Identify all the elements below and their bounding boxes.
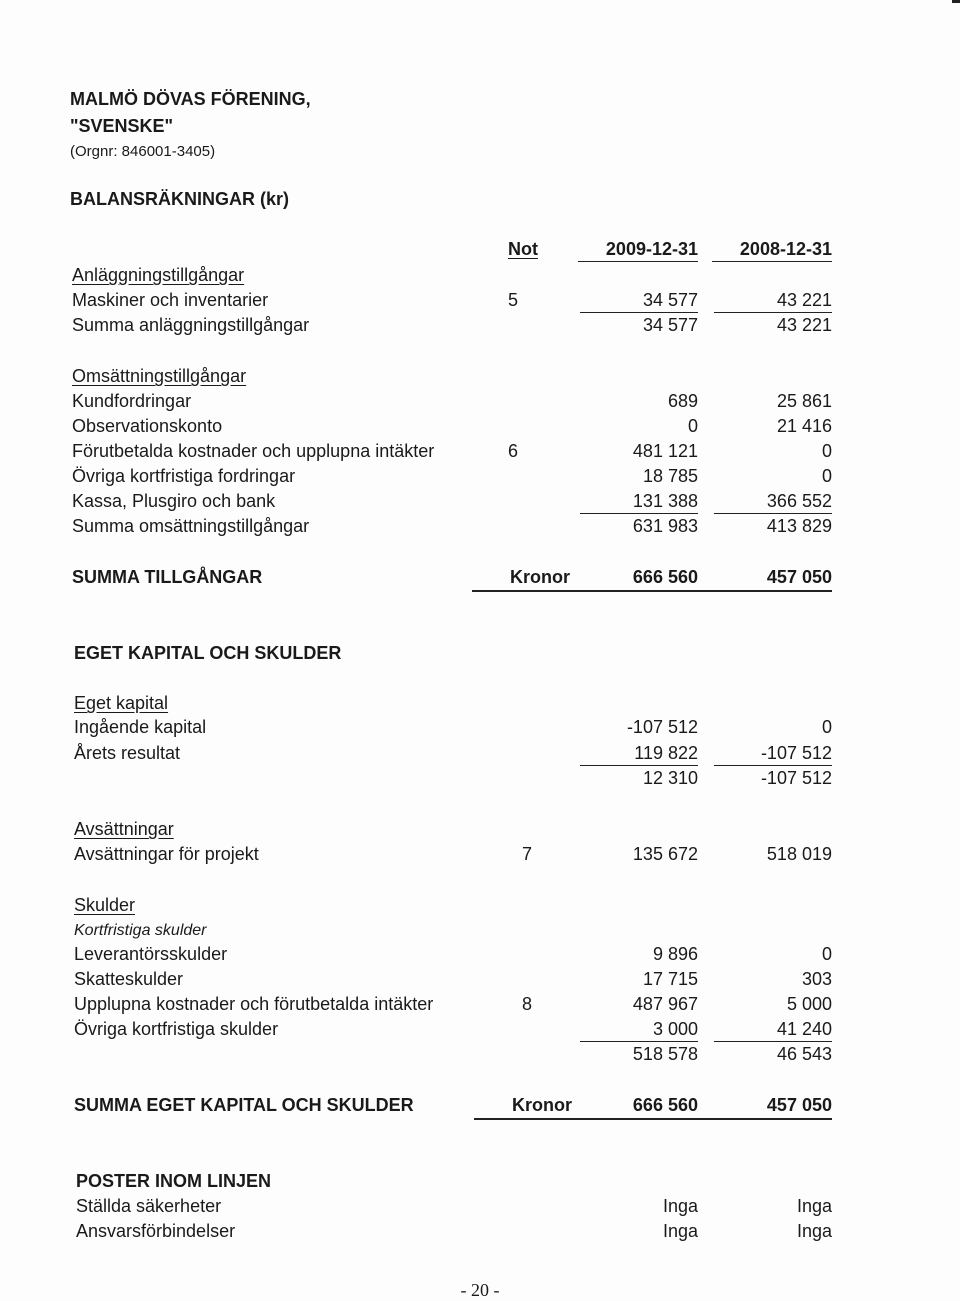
row-value-2008: 0 bbox=[821, 717, 832, 737]
row-label: Ingående kapital bbox=[74, 717, 207, 737]
row-value-2009: 3 000 bbox=[652, 1019, 698, 1039]
org-name-line1: MALMÖ DÖVAS FÖRENING, bbox=[70, 89, 311, 109]
row-value-2009: 17 715 bbox=[642, 969, 698, 989]
sum-rule bbox=[580, 1041, 698, 1042]
row-value-2008: Inga bbox=[796, 1196, 832, 1216]
row-value-2009: 119 822 bbox=[634, 743, 698, 763]
row-value-2009: 481 121 bbox=[632, 441, 698, 461]
row-value-2008: 0 bbox=[821, 944, 832, 964]
row-note: 8 bbox=[522, 994, 533, 1014]
scan-corner-mark bbox=[952, 0, 960, 3]
row-label: Förutbetalda kostnader och upplupna intäkter bbox=[72, 441, 435, 461]
row-value-2008: 303 bbox=[801, 969, 832, 989]
row-label: Ansvarsförbindelser bbox=[76, 1221, 236, 1241]
row-note: 7 bbox=[522, 844, 533, 864]
column-header-note: Not bbox=[508, 239, 538, 259]
row-value-2009: Inga bbox=[662, 1196, 698, 1216]
row-value-2008: 0 bbox=[821, 466, 832, 486]
row-value-2008: 5 000 bbox=[786, 994, 832, 1014]
org-name-line2: "SVENSKE" bbox=[70, 116, 174, 136]
row-value-2009: 689 bbox=[667, 391, 698, 411]
column-header-2008: 2008-12-31 bbox=[739, 239, 832, 259]
row-value-2008: 41 240 bbox=[776, 1019, 832, 1039]
row-label: Leverantörsskulder bbox=[74, 944, 228, 964]
total-equity-liabilities-label: SUMMA EGET KAPITAL OCH SKULDER bbox=[74, 1095, 414, 1115]
row-value-2008: 43 221 bbox=[776, 315, 832, 335]
row-value-2008: 43 221 bbox=[776, 290, 832, 310]
row-label: Skatteskulder bbox=[74, 969, 184, 989]
row-value-2009: 487 967 bbox=[632, 994, 698, 1014]
row-label: Årets resultat bbox=[74, 743, 181, 763]
row-value-2009: 0 bbox=[687, 416, 698, 436]
sum-rule bbox=[714, 765, 832, 766]
row-label: Övriga kortfristiga skulder bbox=[74, 1019, 279, 1039]
off-balance-heading: POSTER INOM LINJEN bbox=[76, 1171, 272, 1191]
liabilities-sum-2008: 46 543 bbox=[776, 1044, 832, 1064]
total-equity-liabilities-2009: 666 560 bbox=[632, 1095, 698, 1115]
row-value-2008: 25 861 bbox=[776, 391, 832, 411]
equity-sum-2009: 12 310 bbox=[642, 768, 698, 788]
sum-rule bbox=[714, 1041, 832, 1042]
sum-rule bbox=[580, 312, 698, 313]
org-number: (Orgnr: 846001-3405) bbox=[70, 143, 216, 160]
total-assets-2009: 666 560 bbox=[632, 567, 698, 587]
total-equity-liabilities-2008: 457 050 bbox=[766, 1095, 832, 1115]
sum-rule bbox=[580, 765, 698, 766]
total-equity-liabilities-underline bbox=[474, 1118, 832, 1120]
equity-liabilities-heading: EGET KAPITAL OCH SKULDER bbox=[74, 643, 342, 663]
sum-rule bbox=[580, 513, 698, 514]
row-value-2008: 413 829 bbox=[766, 516, 832, 536]
row-value-2008: 0 bbox=[821, 441, 832, 461]
page-number: - 20 - bbox=[460, 1280, 500, 1300]
row-value-2009: -107 512 bbox=[626, 717, 698, 737]
total-assets-2008: 457 050 bbox=[766, 567, 832, 587]
section-heading-eget-kapital: Eget kapital bbox=[74, 693, 169, 713]
row-label: Upplupna kostnader och förutbetalda intäkter bbox=[74, 994, 434, 1014]
section-heading-avsattningar: Avsättningar bbox=[74, 819, 174, 839]
total-assets-label: SUMMA TILLGÅNGAR bbox=[72, 567, 263, 587]
total-assets-underline bbox=[472, 590, 832, 592]
statement-title: BALANSRÄKNINGAR (kr) bbox=[70, 189, 289, 209]
row-value-2008: 366 552 bbox=[766, 491, 832, 511]
section-heading-skulder: Skulder bbox=[74, 895, 136, 915]
row-value-2008: -107 512 bbox=[760, 743, 832, 763]
section-heading-anlaggning: Anläggningstillgångar bbox=[72, 265, 245, 285]
row-value-2009: 631 983 bbox=[632, 516, 698, 536]
row-value-2009: 34 577 bbox=[642, 290, 698, 310]
row-value-2009: 18 785 bbox=[642, 466, 698, 486]
liabilities-sum-2009: 518 578 bbox=[632, 1044, 698, 1064]
row-label: Summa anläggningstillgångar bbox=[72, 315, 310, 335]
header-underline-2008 bbox=[712, 261, 832, 262]
header-underline-2009 bbox=[578, 261, 698, 262]
subheading-kortfristiga: Kortfristiga skulder bbox=[74, 922, 207, 939]
total-equity-liabilities-unit: Kronor bbox=[512, 1095, 572, 1115]
row-label: Summa omsättningstillgångar bbox=[72, 516, 310, 536]
section-heading-omsattning: Omsättningstillgångar bbox=[72, 366, 247, 386]
total-assets-unit: Kronor bbox=[510, 567, 570, 587]
equity-sum-2008: -107 512 bbox=[760, 768, 832, 788]
row-label: Avsättningar för projekt bbox=[74, 844, 259, 864]
row-note: 6 bbox=[508, 441, 519, 461]
row-value-2009: 131 388 bbox=[632, 491, 698, 511]
row-label: Kundfordringar bbox=[72, 391, 192, 411]
sum-rule bbox=[714, 312, 832, 313]
row-label: Kassa, Plusgiro och bank bbox=[72, 491, 276, 511]
row-value-2008: Inga bbox=[796, 1221, 832, 1241]
row-label: Observationskonto bbox=[72, 416, 223, 436]
row-value-2008: 21 416 bbox=[776, 416, 832, 436]
row-label: Övriga kortfristiga fordringar bbox=[72, 466, 296, 486]
row-value-2009: Inga bbox=[662, 1221, 698, 1241]
row-label: Ställda säkerheter bbox=[76, 1196, 222, 1216]
row-label: Maskiner och inventarier bbox=[72, 290, 269, 310]
row-value-2009: 135 672 bbox=[632, 844, 698, 864]
row-note: 5 bbox=[508, 290, 519, 310]
column-header-2009: 2009-12-31 bbox=[605, 239, 698, 259]
row-value-2009: 34 577 bbox=[642, 315, 698, 335]
sum-rule bbox=[714, 513, 832, 514]
row-value-2009: 9 896 bbox=[652, 944, 698, 964]
row-value-2008: 518 019 bbox=[766, 844, 832, 864]
